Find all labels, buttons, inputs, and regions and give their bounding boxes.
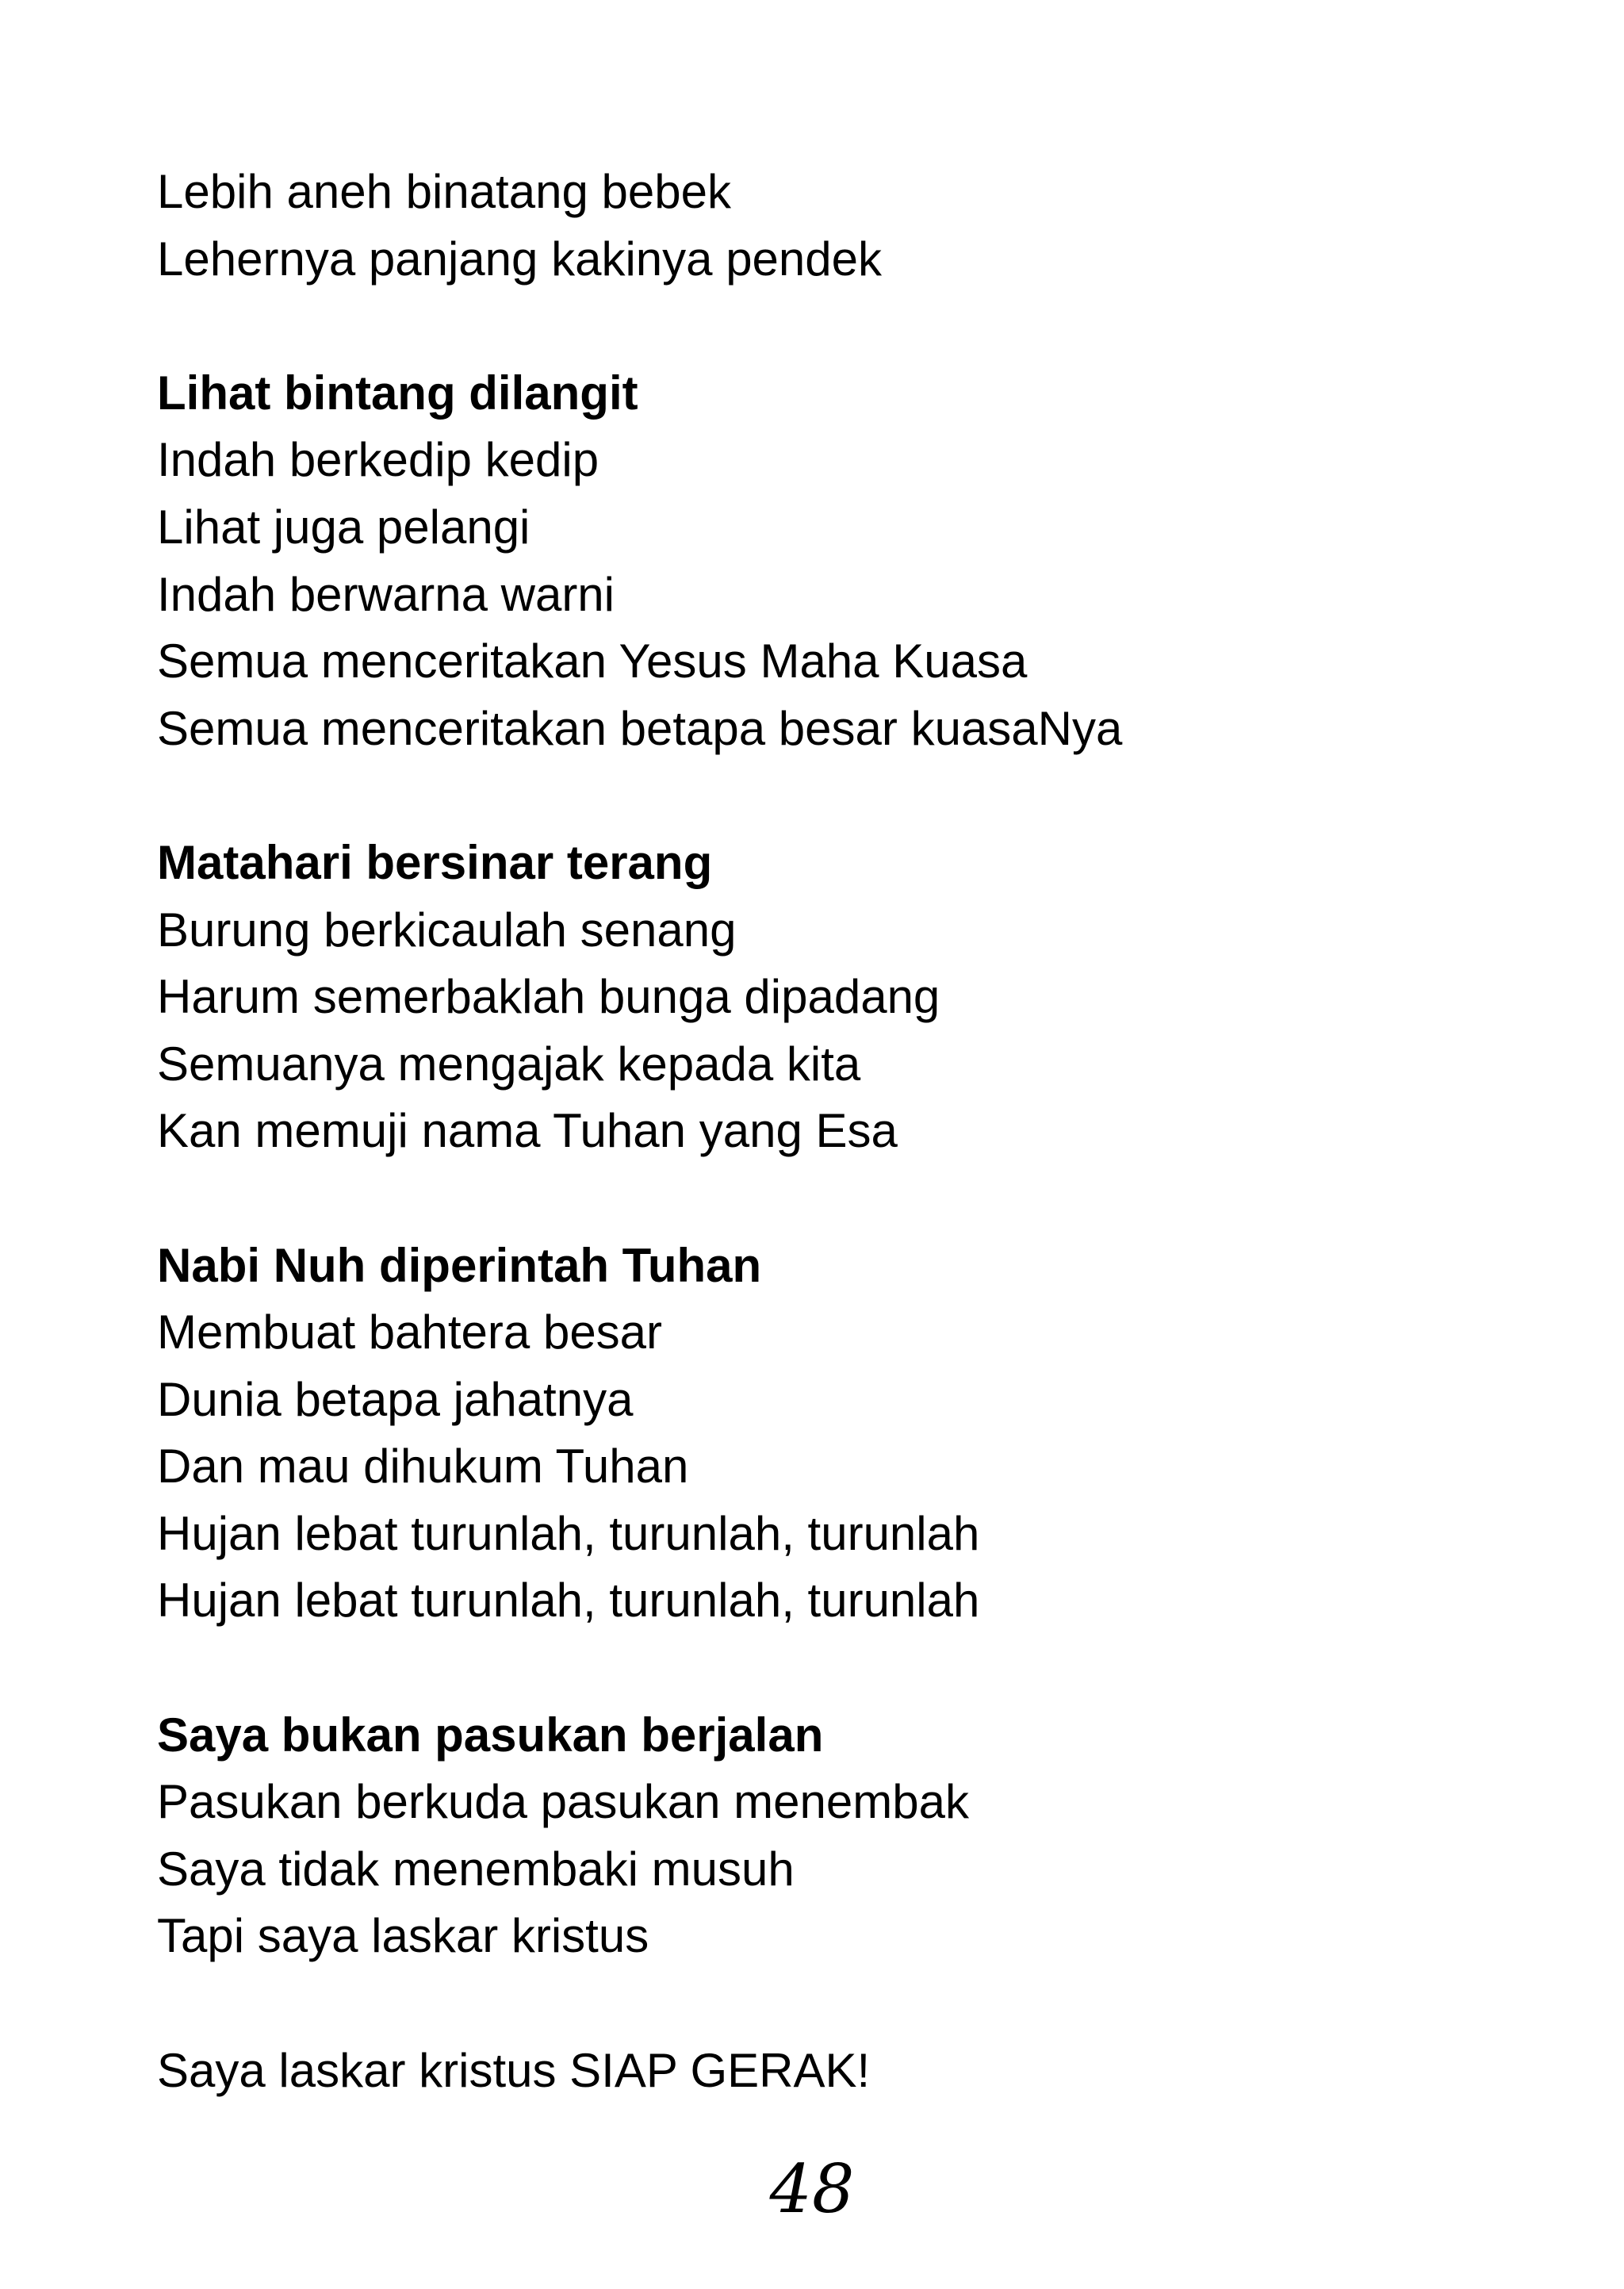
song-lyrics [157, 159, 1505, 2104]
stanza-heading: Saya bukan pasukan berjalan [157, 1708, 824, 1762]
stanza-gap [157, 1165, 1505, 1233]
lyric-line: Semua menceritakan Yesus Maha Kuasa [157, 635, 1028, 688]
lyric-line: Dan mau dihukum Tuhan [157, 1440, 689, 1493]
lyric-line: Saya laskar kristus SIAP GERAK! [157, 2043, 871, 2097]
lyric-line: Semua menceritakan betapa besar kuasaNya [157, 701, 1123, 755]
lyric-line: Dunia betapa jahatnya [157, 1372, 634, 1426]
stanza-heading: Nabi Nuh diperintah Tuhan [157, 1238, 762, 1292]
stanza-1 [157, 159, 1505, 293]
lyric-line: Semuanya mengajak kepada kita [157, 1037, 861, 1091]
lyric-line: Indah berwarna warni [157, 567, 615, 621]
stanza-gap [157, 293, 1505, 360]
lyric-line: Lebih aneh binatang bebek [157, 165, 731, 218]
lyric-line: Saya tidak menembaki musuh [157, 1842, 795, 1896]
stanza-2 [157, 360, 1505, 763]
lyric-line: Lihat juga pelangi [157, 500, 530, 554]
lyric-line: Hujan lebat turunlah, turunlah, turunlah [157, 1506, 980, 1560]
stanza-5 [157, 1702, 1505, 1970]
lyric-line: Pasukan berkuda pasukan menembak [157, 1775, 969, 1829]
lyric-line: Membuat bahtera besar [157, 1306, 663, 1359]
lyric-line: Kan memuji nama Tuhan yang Esa [157, 1104, 898, 1158]
stanza-heading: Lihat bintang dilangit [157, 366, 638, 420]
lyric-line: Hujan lebat turunlah, turunlah, turunlah [157, 1574, 980, 1628]
page-number: 48 [769, 2150, 855, 2228]
stanza-6 [157, 2038, 1505, 2105]
stanza-3 [157, 830, 1505, 1165]
stanza-4 [157, 1233, 1505, 1635]
lyric-line: Burung berkicaulah senang [157, 903, 737, 957]
lyric-line: Harum semerbaklah bunga dipadang [157, 970, 940, 1024]
stanza-gap [157, 1970, 1505, 2038]
stanza-gap [157, 1635, 1505, 1702]
lyric-line: Tapi saya laskar kristus [157, 1909, 649, 1963]
stanza-heading: Matahari bersinar terang [157, 835, 713, 889]
lyric-line: Indah berkedip kedip [157, 433, 599, 487]
lyric-line: Lehernya panjang kakinya pendek [157, 232, 883, 286]
stanza-gap [157, 762, 1505, 830]
